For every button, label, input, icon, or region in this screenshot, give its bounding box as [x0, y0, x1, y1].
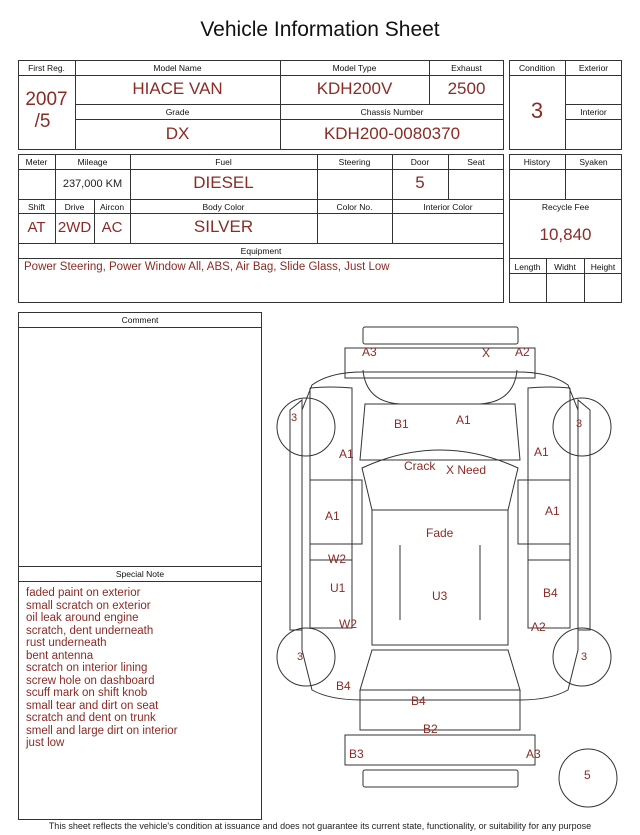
mark-spare-tire: 5: [584, 768, 591, 782]
interior-color-label: Interior Color: [423, 202, 473, 212]
seat-label: Seat: [467, 157, 485, 167]
special-note-label: Special Note: [115, 569, 165, 579]
recycle-fee-label: Recycle Fee: [541, 202, 590, 212]
special-note-item: small scratch on exterior: [26, 599, 151, 612]
mark-b1-hood: B1: [394, 417, 409, 431]
aircon-value: AC: [101, 219, 123, 236]
fuel-label: Fuel: [215, 157, 232, 167]
special-note-item: just low: [26, 737, 65, 749]
body-color-value: SILVER: [193, 217, 254, 236]
meter-label: Meter: [25, 157, 48, 167]
special-note-item: screw hole on dashboard: [26, 674, 155, 687]
mark-a1-hood: A1: [456, 413, 471, 427]
mark-u1-left: U1: [330, 581, 346, 595]
first-reg-year: 2007: [25, 89, 68, 110]
width-label: Widht: [554, 262, 576, 272]
mark-w2-left-lower: W2: [339, 617, 357, 631]
mileage-label: Mileage: [77, 157, 108, 167]
first-reg-label: First Reg.: [28, 63, 65, 73]
mark-b2-rear: B2: [423, 722, 438, 736]
condition-label: Condition: [519, 63, 555, 73]
door-label: Door: [410, 157, 430, 167]
special-note-item: scratch and dent on trunk: [26, 712, 156, 724]
mark-u3-roof: U3: [432, 589, 448, 603]
mark-wheel-front-right: 3: [576, 418, 583, 430]
mark-wheel-rear-right: 3: [581, 651, 588, 663]
special-note-item: faded paint on exterior: [26, 587, 141, 599]
disclaimer-footer: This sheet reflects the vehicle's condition at issuance and does not guarantee its current state, functionality, or suitability for any purpose: [48, 821, 592, 831]
equipment-value: Power Steering, Power Window All, ABS, Air Bag, Slide Glass, Just Low: [24, 261, 390, 273]
length-label: Length: [514, 262, 541, 272]
aircon-label: Aircon: [99, 202, 125, 212]
history-label: History: [523, 157, 551, 167]
chassis-number-value: KDH200-0080370: [323, 124, 461, 143]
mark-a2-front-right: A2: [515, 345, 530, 359]
mark-crack: Crack: [404, 459, 436, 473]
chassis-number-label: Chassis Number: [360, 107, 424, 117]
special-note-item: scratch, dent underneath: [26, 624, 154, 637]
equipment-label: Equipment: [240, 246, 282, 256]
door-value: 5: [415, 173, 425, 192]
mark-b3-rear-left: B3: [349, 747, 364, 761]
recycle-fee-value: 10,840: [539, 225, 592, 244]
mark-a1-door-left: A1: [325, 509, 340, 523]
fuel-value: DIESEL: [193, 173, 254, 192]
comment-label: Comment: [121, 315, 159, 325]
steering-label: Steering: [338, 157, 371, 167]
grade-value: DX: [165, 124, 190, 143]
drive-value: 2WD: [57, 219, 92, 236]
mileage-value: 237,000 KM: [62, 178, 123, 190]
mark-b4-rear-center: B4: [411, 694, 426, 708]
height-label: Height: [590, 262, 616, 272]
mark-a3-front-left: A3: [362, 345, 377, 359]
mark-b4-right: B4: [543, 586, 558, 600]
condition-value: 3: [530, 98, 544, 123]
mark-a3-rear-right: A3: [526, 747, 541, 761]
mark-a1-door-right: A1: [545, 504, 560, 518]
mark-x-need: X Need: [446, 463, 487, 477]
special-note-item: small tear and dirt on seat: [26, 699, 159, 712]
special-note-item: scratch on interior lining: [26, 662, 148, 674]
first-reg-month: /5: [34, 111, 51, 132]
mark-fade: Fade: [426, 526, 454, 540]
sheet-title: Vehicle Information Sheet: [200, 18, 440, 41]
syaken-label: Syaken: [579, 157, 608, 167]
mark-x-front: X: [482, 346, 491, 360]
mark-a2-right-lower: A2: [531, 620, 546, 634]
color-no-label: Color No.: [336, 202, 373, 212]
mark-wheel-front-left: 3: [291, 412, 298, 424]
drive-label: Drive: [64, 202, 85, 212]
model-name-value: HIACE VAN: [132, 79, 223, 98]
model-type-value: KDH200V: [316, 79, 393, 98]
shift-value: AT: [27, 219, 46, 236]
special-note-item: oil leak around engine: [26, 612, 139, 624]
mark-a1-fender-left: A1: [339, 447, 354, 461]
grade-label: Grade: [165, 107, 190, 117]
mark-a1-fender-right: A1: [534, 445, 549, 459]
exhaust-label: Exhaust: [451, 63, 482, 73]
exterior-label: Exterior: [578, 63, 609, 73]
special-note-item: rust underneath: [26, 637, 107, 649]
model-type-label: Model Type: [332, 63, 377, 73]
special-note-item: bent antenna: [26, 649, 94, 662]
shift-label: Shift: [27, 202, 45, 212]
body-color-label: Body Color: [202, 202, 245, 212]
special-note-item: scuff mark on shift knob: [26, 687, 148, 699]
mark-wheel-rear-left: 3: [297, 651, 304, 663]
exhaust-value: 2500: [447, 79, 486, 98]
model-name-label: Model Name: [153, 63, 202, 73]
interior-label: Interior: [580, 107, 607, 117]
special-note-item: smell and large dirt on interior: [26, 724, 178, 737]
mark-b4-rear-left: B4: [336, 679, 351, 693]
car-damage-diagram: [272, 318, 632, 818]
mark-w2-left: W2: [328, 552, 346, 566]
